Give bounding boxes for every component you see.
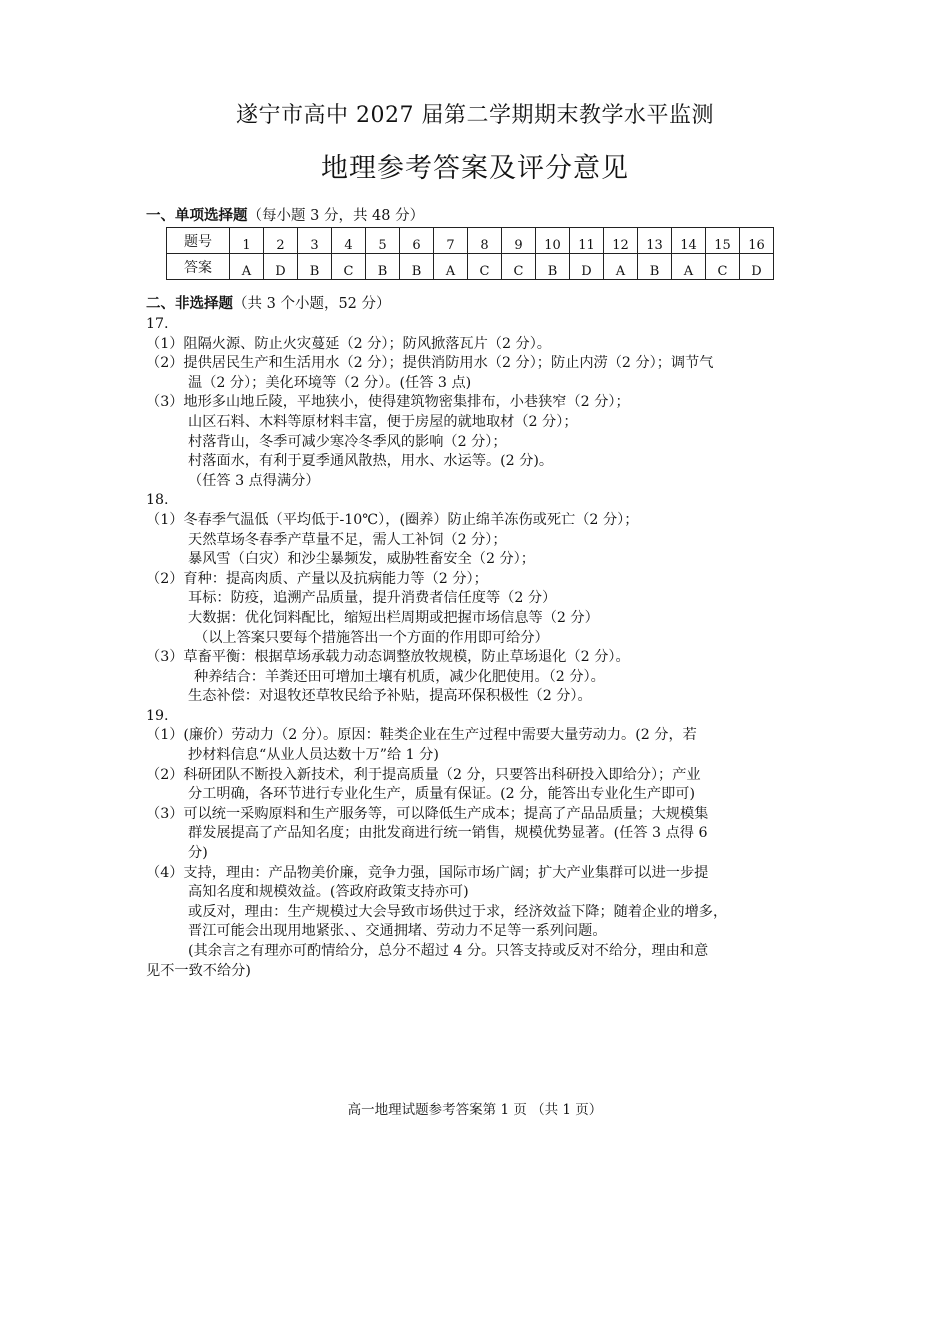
answer-cell: C <box>468 254 502 280</box>
q19-line: 或反对，理由：生产规模过大会导致市场供过于求，经济效益下降；随着企业的增多， <box>188 903 728 920</box>
question-number: 8 <box>468 228 502 254</box>
section-1-label: 一、单项选择题 <box>146 208 248 224</box>
answer-cell: B <box>638 254 672 280</box>
q18-line: 生态补偿：对退牧还草牧民给予补贴，提高环保积极性（2 分）。 <box>188 688 592 705</box>
question-number: 9 <box>502 228 536 254</box>
section-1-note: （每小题 3 分，共 48 分） <box>247 208 425 224</box>
answer-cell: B <box>298 254 332 280</box>
q18-line: （以上答案只要每个措施答出一个方面的作用即可给分） <box>194 629 549 646</box>
q18-line: 种养结合：羊粪还田可增加土壤有机质，减少化肥使用。（2 分）。 <box>194 668 605 685</box>
answer-key-title: 地理参考答案及评分意见 <box>321 153 629 184</box>
question-18-number: 18. <box>146 492 169 509</box>
table-row-numbers <box>167 228 774 254</box>
section-2-label: 二、非选择题 <box>146 296 233 312</box>
q18-line: 大数据：优化饲料配比，缩短出栏周期或把握市场信息等（2 分） <box>188 609 599 626</box>
q19-line: 群发展提高了产品知名度；由批发商进行统一销售，规模优势显著。(任答 3 点得 6 <box>188 825 708 842</box>
question-number: 11 <box>570 228 604 254</box>
answer-cell: C <box>706 254 740 280</box>
page-footer: 高一地理试题参考答案第 1 页 （共 1 页） <box>347 1102 603 1118</box>
q18-line: （3）草畜平衡：根据草场承载力动态调整放牧规模，防止草场退化（2 分）。 <box>146 649 630 666</box>
question-number: 16 <box>740 228 774 254</box>
question-number: 15 <box>706 228 740 254</box>
q19-line: 抄材料信息“从业人员达数十万”给 1 分) <box>188 747 439 764</box>
q17-line: 村落背山，冬季可减少寒冷冬季风的影响（2 分）； <box>188 433 507 450</box>
question-17-number: 17. <box>146 316 169 332</box>
answer-cell: D <box>740 254 774 280</box>
q17-line: （2）提供居民生产和生活用水（2 分）；提供消防用水（2 分）；防止内涝（2 分）；调节气 <box>146 355 714 372</box>
answer-cell: D <box>570 254 604 280</box>
q18-line: （1）冬春季气温低（平均低于-10℃），(圈养）防止绵羊冻伤或死亡（2 分）； <box>146 511 639 528</box>
answer-cell: B <box>366 254 400 280</box>
question-number: 14 <box>672 228 706 254</box>
q19-line: 分工明确，各环节进行专业化生产，质量有保证。(2 分，能答出专业化生产即可) <box>188 786 695 803</box>
question-number: 4 <box>332 228 366 254</box>
question-19-number: 19. <box>146 707 169 724</box>
section-2-note: （共 3 个小题，52 分） <box>233 296 391 312</box>
question-number: 10 <box>536 228 570 254</box>
answer-cell: A <box>434 254 468 280</box>
q19-line: (其余言之有理亦可酌情给分，总分不超过 4 分。只答支持或反对不给分，理由和意 <box>188 943 709 959</box>
q19-line: （3）可以统一采购原料和生产服务等，可以降低生产成本；提高了产品品质量；大规模集 <box>146 805 709 822</box>
exam-title: 遂宁市高中 2027 届第二学期期末教学水平监测 <box>236 103 714 128</box>
q17-line: （任答 3 点得满分） <box>188 472 320 489</box>
answer-cell: A <box>230 254 264 280</box>
q17-line: 村落面水，有利于夏季通风散热，用水、水运等。(2 分)。 <box>188 453 554 470</box>
section-1-heading <box>146 204 424 225</box>
answer-cell: C <box>332 254 366 280</box>
question-number: 6 <box>400 228 434 254</box>
answer-body <box>146 315 808 981</box>
answer-cell: A <box>604 254 638 280</box>
answer-cell: B <box>400 254 434 280</box>
answer-cell: D <box>264 254 298 280</box>
question-number: 5 <box>366 228 400 254</box>
q19-line: （2）科研团队不断投入新技术，利于提高质量（2 分，只要答出科研投入即给分）；产业 <box>146 766 701 783</box>
question-number: 12 <box>604 228 638 254</box>
table-header-answer: 答案 <box>167 254 230 280</box>
q18-line: 耳标：防疫，追溯产品质量，提升消费者信任度等（2 分） <box>188 590 557 607</box>
question-number: 13 <box>638 228 672 254</box>
question-number: 2 <box>264 228 298 254</box>
q19-line: （1）(廉价）劳动力（2 分）。原因：鞋类企业在生产过程中需要大量劳动力。(2 分，若 <box>146 727 697 744</box>
q19-line: 分) <box>188 845 208 862</box>
question-number: 7 <box>434 228 468 254</box>
q19-line: 高知名度和规模效益。(答政府政策支持亦可) <box>188 884 469 901</box>
answer-cell: A <box>672 254 706 280</box>
answer-cell: C <box>502 254 536 280</box>
table-header-number: 题号 <box>167 228 230 254</box>
q17-line: （3）地形多山地丘陵，平地狭小，使得建筑物密集排布，小巷狭窄（2 分）； <box>146 394 630 411</box>
q17-line: （1）阻隔火源、防止火灾蔓延（2 分）；防风掀落瓦片（2 分）。 <box>146 335 551 352</box>
q19-line: （4）支持，理由：产品物美价廉，竞争力强，国际市场广阔；扩大产业集群可以进一步提 <box>146 864 709 881</box>
answer-cell: B <box>536 254 570 280</box>
q19-line: 见不一致不给分) <box>146 962 251 979</box>
q17-line: 温（2 分）；美化环境等（2 分）。(任答 3 点) <box>188 374 472 391</box>
section-2-heading <box>146 292 391 313</box>
question-number: 1 <box>230 228 264 254</box>
question-number: 3 <box>298 228 332 254</box>
answer-table <box>166 227 774 280</box>
q18-line: 天然草场冬春季产草量不足，需人工补饲（2 分）； <box>188 531 507 548</box>
q18-line: （2）育种：提高肉质、产量以及抗病能力等（2 分）； <box>146 570 488 587</box>
table-row-answers <box>167 254 774 280</box>
q19-line: 晋江可能会出现用地紧张、、交通拥堵、劳动力不足等一系列问题。 <box>188 923 607 940</box>
q17-line: 山区石料、木料等原材料丰富，便于房屋的就地取材（2 分）； <box>188 413 578 430</box>
q18-line: 暴风雪（白灾）和沙尘暴频发，威胁牲畜安全（2 分）； <box>188 551 535 568</box>
